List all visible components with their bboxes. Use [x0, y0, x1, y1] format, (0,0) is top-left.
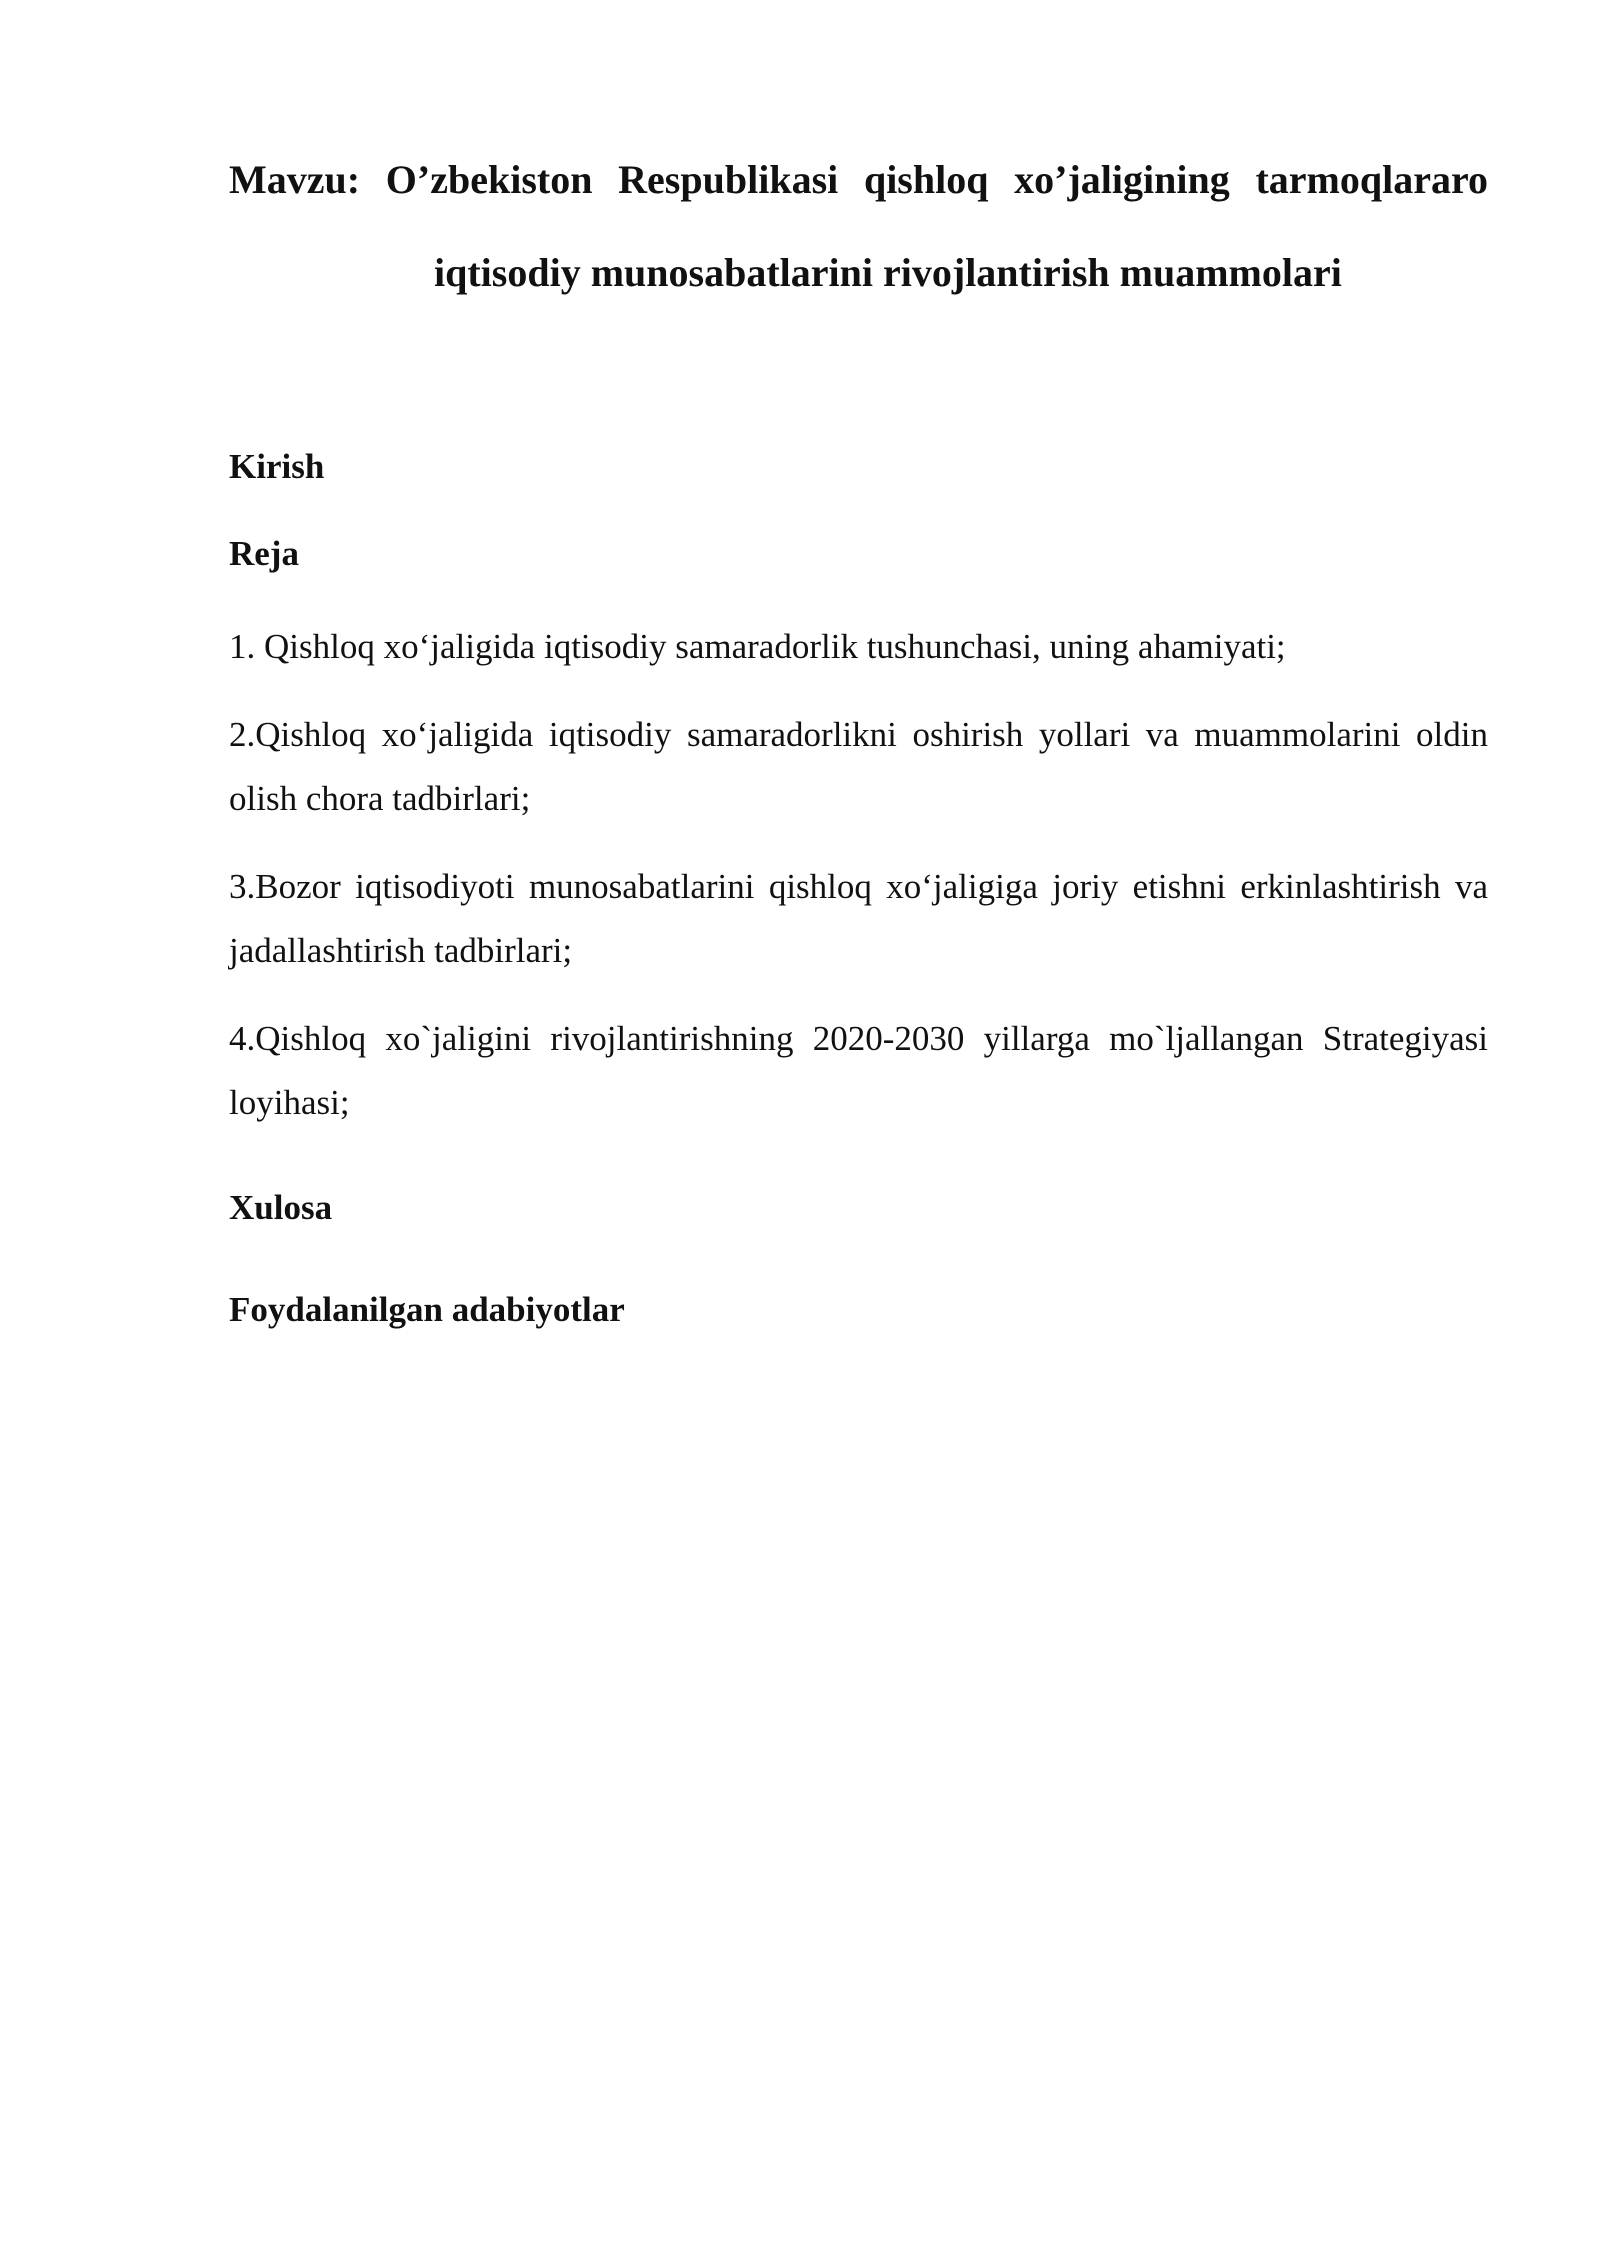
plan-item-2: 2.Qishloq xo‘jaligida iqtisodiy samaradorlikni oshirish yollari va muammolarini oldin olish chora tadbirlari;: [229, 715, 1488, 818]
references-heading: Foydalanilgan adabiyotlar: [229, 1290, 625, 1329]
plan-item-3: 3.Bozor iqtisodiyoti munosabatlarini qishloq xo‘jaligiga joriy etishni erkinlashtirish va jadallashtirish tadbirlari;: [229, 867, 1488, 970]
plan-heading: Reja: [229, 534, 299, 573]
intro-heading: Kirish: [229, 447, 325, 486]
plan-item-4: 4.Qishloq xo`jaligini rivojlantirishning 2020-2030 yillarga mo`ljallangan Strategiyasi loyihasi;: [229, 1019, 1488, 1122]
document-title-line-2: iqtisodiy munosabatlarini rivojlantirish muammolari: [434, 250, 1342, 295]
document-content: [229, 150, 1488, 1333]
plan-item-1: 1. Qishloq xo‘jaligida iqtisodiy samaradorlik tushunchasi, uning ahamiyati;: [229, 627, 1286, 666]
document-title-line-1: Mavzu: O’zbekiston Respublikasi qishloq xo’jaligining tarmoqlararo: [229, 157, 1488, 202]
conclusion-heading: Xulosa: [229, 1188, 333, 1227]
